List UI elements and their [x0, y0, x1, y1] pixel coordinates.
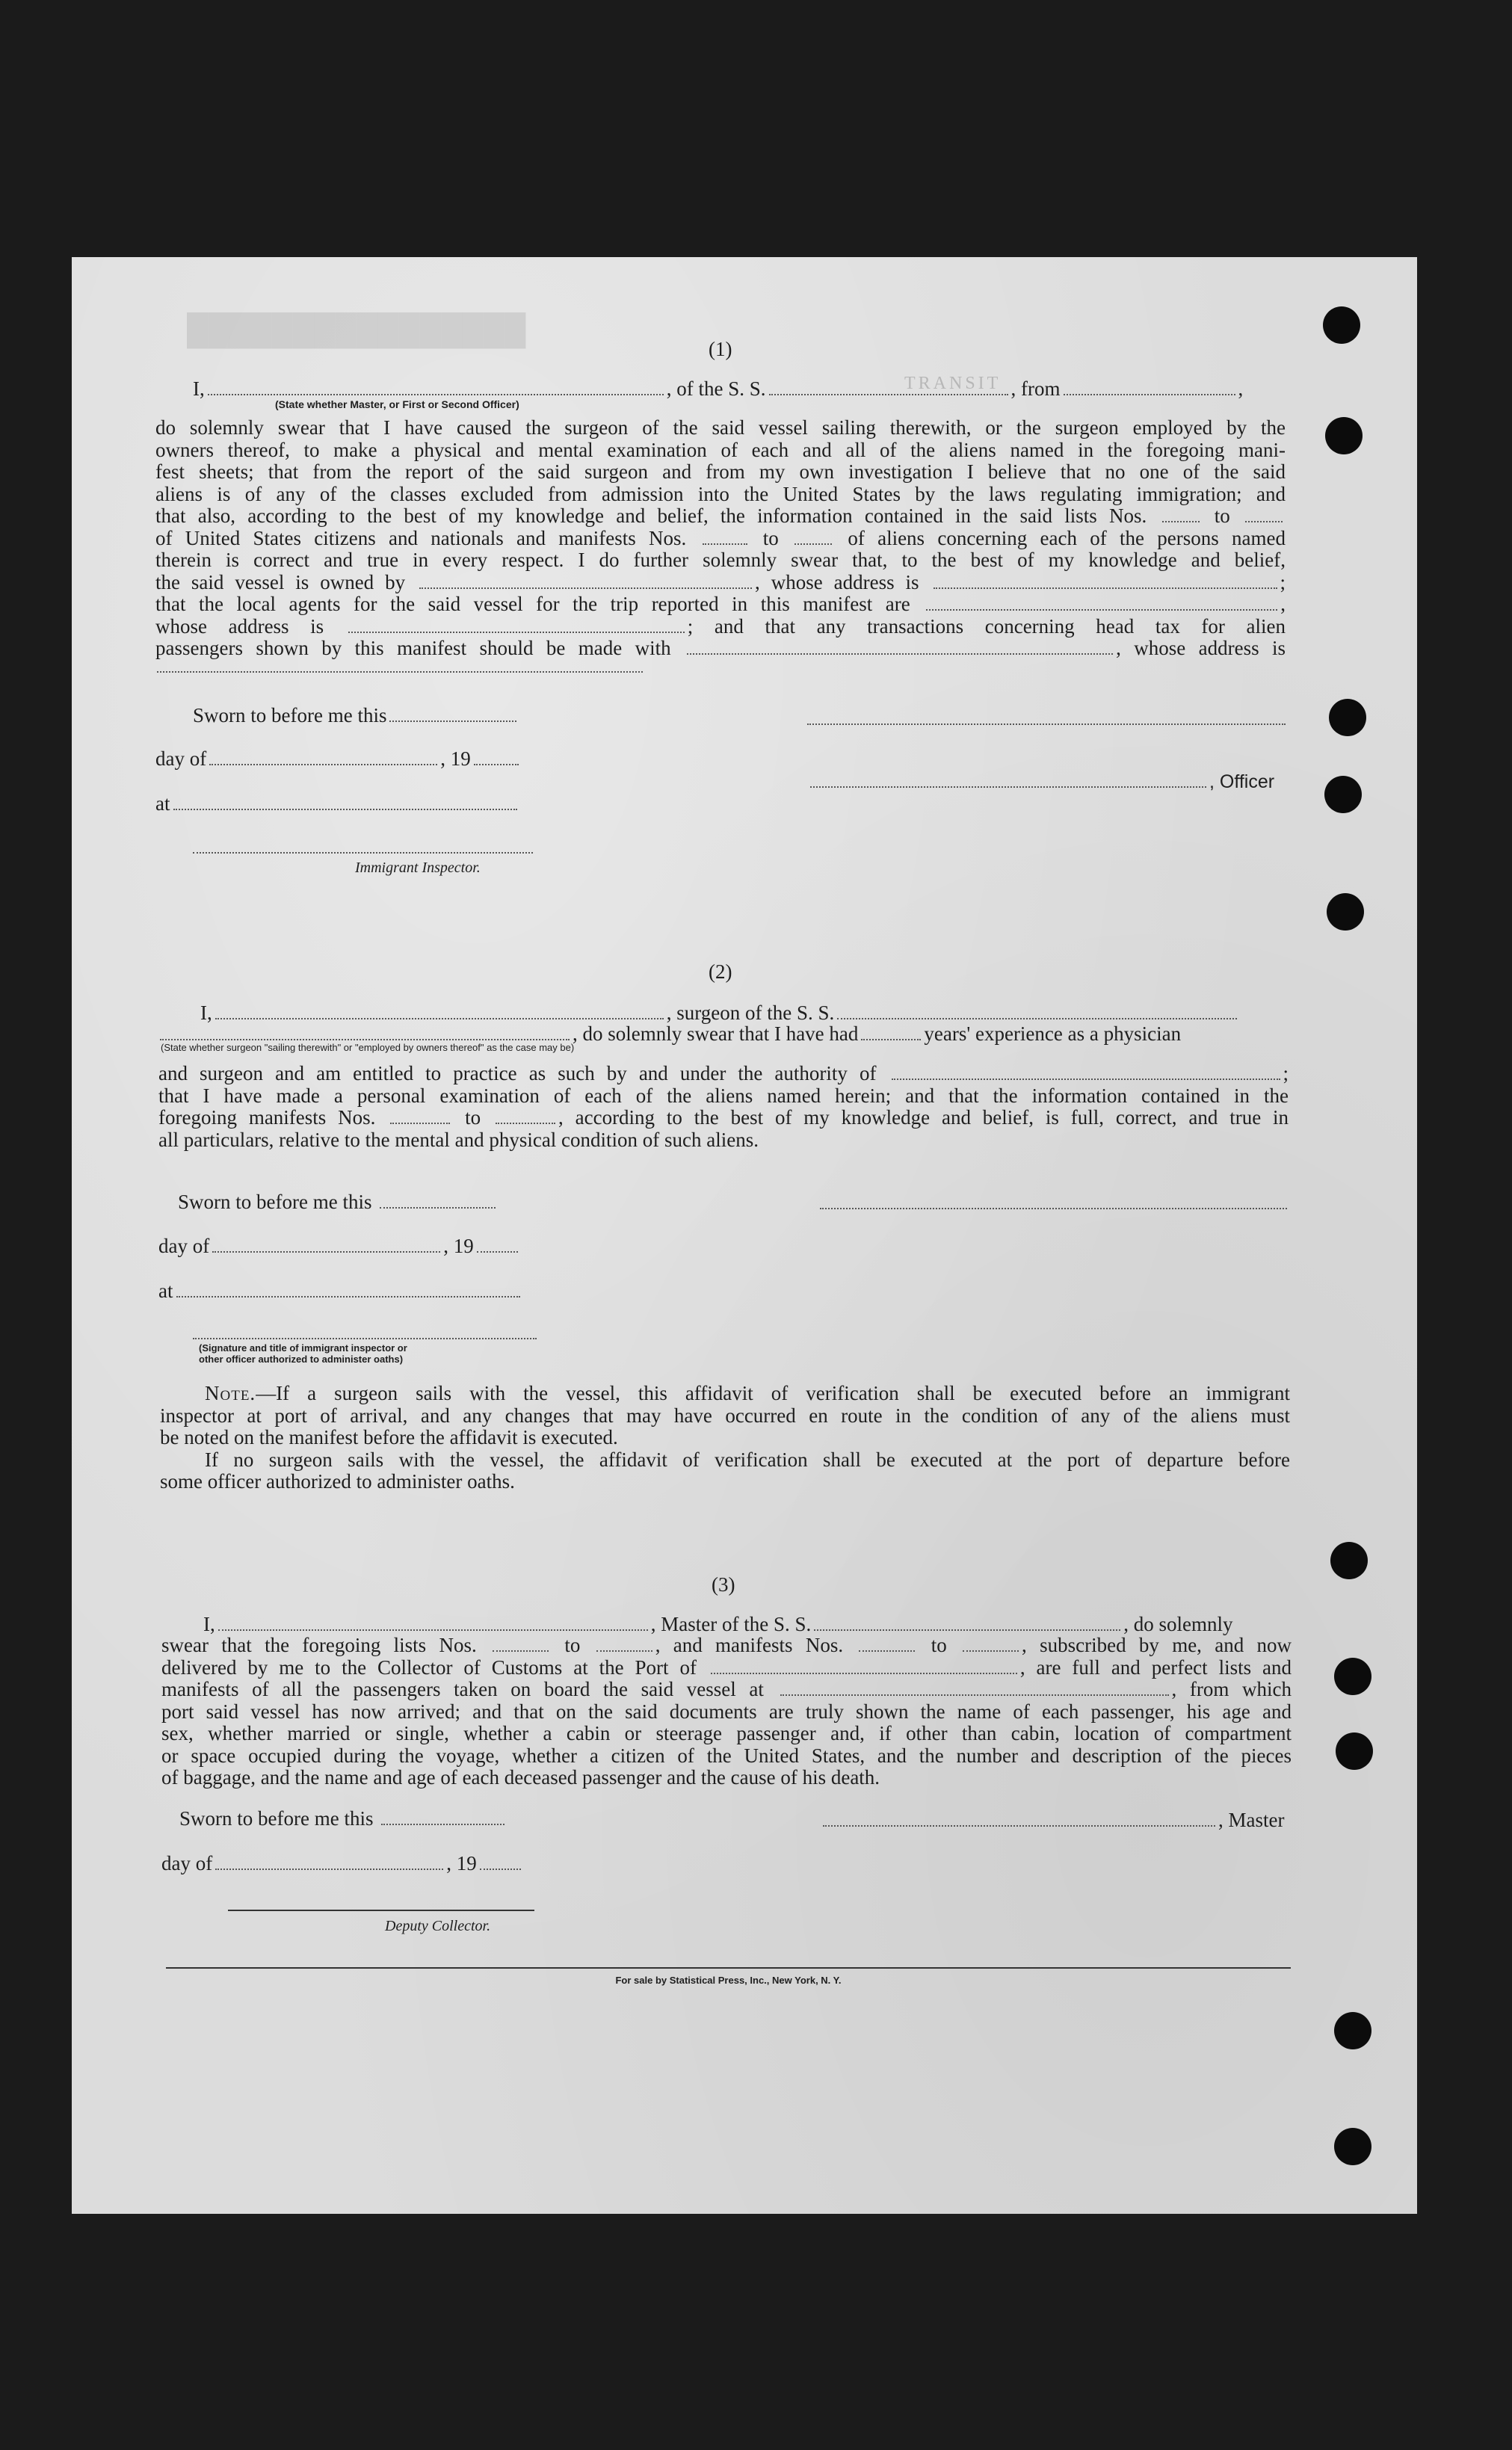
binder-hole [1334, 2128, 1371, 2165]
blank-sec2-place[interactable] [176, 1295, 520, 1297]
master-signature-line[interactable] [823, 1824, 1215, 1827]
binder-hole [1327, 893, 1364, 931]
blank-sec3-year[interactable] [480, 1868, 521, 1870]
sec2-status-note: (State whether surgeon "sailing therewith" or "employed by owners thereof" as the case may be) [161, 1042, 575, 1053]
blank-surgeon-name[interactable] [215, 1017, 664, 1019]
sec2-line-1: I, , surgeon of the S. S. [200, 1002, 1240, 1024]
binder-hole [1334, 2012, 1371, 2049]
sec3-day-of: day of , 19 [161, 1852, 524, 1874]
blank-owner[interactable] [419, 587, 752, 589]
blank-owner-address[interactable] [934, 587, 1277, 589]
sec2-oath-paragraph: and surgeon and am entitled to practice as such by and under the authority of ; that I have made a personal examination of each of the aliens named herein; and that the information contained in the foregoing manifests Nos. to , according to the best of my knowledge and belief, is full, correct, and true in all particulars, relative to the mental and physical condition of such aliens. [158, 1062, 1289, 1151]
section-1-number: (1) [709, 338, 732, 360]
binder-hole [1336, 1732, 1373, 1770]
sec1-officer: , Officer [807, 770, 1274, 793]
section-3-number: (3) [712, 1573, 735, 1596]
sec2-sig-note-2: other officer authorized to administer oaths) [199, 1354, 404, 1365]
sec2-day-of: day of , 19 [158, 1235, 521, 1257]
blank-lists-from[interactable] [1162, 520, 1200, 522]
inspector-signature-line[interactable] [193, 852, 533, 854]
sec1-line-1: I, , of the S. S. , from , [193, 377, 1244, 400]
sec3-line-1: I, , Master of the S. S. , do solemnly [203, 1613, 1233, 1635]
deputy-collector-label: Deputy Collector. [385, 1918, 491, 1934]
blank-head-tax-party[interactable] [687, 652, 1113, 655]
blank-place[interactable] [173, 808, 517, 810]
binder-hole [1334, 1658, 1371, 1695]
blank-from-port[interactable] [1064, 393, 1235, 395]
blank-authority[interactable] [892, 1078, 1280, 1080]
blank-manifests-from[interactable] [703, 543, 747, 545]
blank-sec2-manifest-to[interactable] [496, 1122, 555, 1124]
blank-sec3-sworn-date[interactable] [381, 1823, 504, 1825]
blank-sec2-sworn-date[interactable] [380, 1206, 496, 1209]
blank-port[interactable] [711, 1672, 1017, 1674]
binder-hole [1325, 417, 1363, 454]
officer-signature-line-1[interactable] [807, 723, 1286, 725]
blank-lists-to[interactable] [1245, 520, 1283, 522]
blank-sec3-month[interactable] [215, 1868, 443, 1870]
sec3-master: , Master [820, 1809, 1284, 1831]
binder-hole [1330, 1542, 1368, 1579]
blank-agents-address[interactable] [348, 631, 685, 633]
sec1-oath-paragraph: do solemnly swear that I have caused the surgeon of the said vessel sailing therewith, or the surgeon employed by the owners thereof, to make a physical and mental examination of each and all of the aliens named in the foregoing mani- fest sheets; that from the report of the said surgeon and from my own investigation I believe that no one of the said aliens is of any of the classes excluded from admission into the United States by the laws regulating immigration; and that also, according to the best of my knowledge and belief, the information contained in the said lists Nos. to of United States citizens and nationals and manifests Nos. to of aliens concerning each of the persons named therein is correct and true in every respect. I do further solemnly swear that, to the best of my knowledge and belief, the said vessel is owned by , whose address is ; that the local agents for the said vessel for the trip reported in this manifest are , whose address is ; and that any transactions concerning head tax for alien passengers shown by this manifest should be made with , whose address is [155, 416, 1286, 659]
sec3-oath-paragraph: swear that the foregoing lists Nos. to , and manifests Nos. to , subscribed by me, and now delivered by me to the Collector of Customs at the Port of , are full and perfect lists and manifests of all the passengers taken on board the said vessel at , from which port said vessel has now arrived; and that on the said documents are truly shown the name of each passenger, his age and sex, whether married or single, whether a cabin or steerage passenger and, if other than cabin, location of compartment or space occupied during the voyage, whether a citizen of the United States, and the number and description of the pieces of baggage, and the name and age of each deceased passenger and the cause of his death. [161, 1634, 1292, 1789]
sec2-inspector-signature-line[interactable] [193, 1338, 537, 1339]
binder-hole [1324, 776, 1362, 813]
blank-year[interactable] [474, 763, 519, 765]
sec2-line-2: , do solemnly swear that I have had years' experience as a physician [157, 1022, 1181, 1045]
ship-name-stamp: TRANSIT [904, 374, 1002, 393]
blank-surgeon-status[interactable] [160, 1038, 570, 1040]
blank-sworn-date[interactable] [389, 720, 516, 722]
blank-years[interactable] [861, 1038, 921, 1040]
blank-sec2-year[interactable] [477, 1250, 518, 1253]
officer-signature-line-2[interactable] [810, 786, 1206, 788]
binder-hole [1323, 306, 1360, 344]
blank-master-name[interactable] [218, 1629, 648, 1631]
sec1-at: at [155, 792, 520, 815]
blank-sec2-manifest-from[interactable] [390, 1122, 450, 1124]
blank-sec2-month[interactable] [212, 1250, 440, 1253]
blank-surgeon-ship[interactable] [837, 1017, 1237, 1019]
immigrant-inspector-label: Immigrant Inspector. [355, 860, 481, 876]
sec2-sworn: Sworn to before me this [178, 1191, 499, 1213]
footer-rule [166, 1967, 1291, 1969]
sec3-sworn: Sworn to before me this [179, 1807, 507, 1830]
blank-master-ship[interactable] [814, 1629, 1120, 1631]
sec1-day-of: day of , 19 [155, 747, 522, 770]
bleed-through-text: ████████████████ [187, 315, 526, 348]
binder-hole [1329, 699, 1366, 736]
blank-head-tax-address[interactable] [157, 671, 643, 673]
blank-sec3-lists-to[interactable] [596, 1650, 652, 1652]
blank-manifests-to[interactable] [794, 543, 832, 545]
blank-sec3-manifests-to[interactable] [963, 1650, 1019, 1652]
sec2-sig-note-1: (Signature and title of immigrant inspector or [199, 1342, 407, 1354]
sec2-at: at [158, 1280, 523, 1302]
collector-signature-line[interactable] [228, 1910, 534, 1911]
sec2-note-paragraph: Note.—If a surgeon sails with the vessel, this affidavit of verification shall be executed before an immigrant inspector at port of arrival, and any changes that may have occurred en route in the condition of any of the aliens must be noted on the manifest before the affidavit is executed. If no surgeon sails with the vessel, the affidavit of verification shall be executed at the port of departure before some officer authorized to administer oaths. [160, 1382, 1290, 1493]
blank-sec3-manifests-from[interactable] [859, 1650, 915, 1652]
blank-local-agents[interactable] [926, 608, 1277, 611]
blank-embark-port[interactable] [780, 1694, 1169, 1696]
blank-sec3-lists-from[interactable] [493, 1650, 549, 1652]
surgeon-signature-line[interactable] [820, 1208, 1287, 1209]
sec1-officer-note: (State whether Master, or First or Second Officer) [275, 398, 519, 410]
blank-month[interactable] [209, 763, 437, 765]
sec1-sworn: Sworn to before me this [193, 704, 519, 726]
blank-officer-rank[interactable] [208, 393, 664, 395]
footer-imprint: For sale by Statistical Press, Inc., New York, N. Y. [615, 1975, 842, 1986]
section-2-number: (2) [709, 960, 732, 983]
